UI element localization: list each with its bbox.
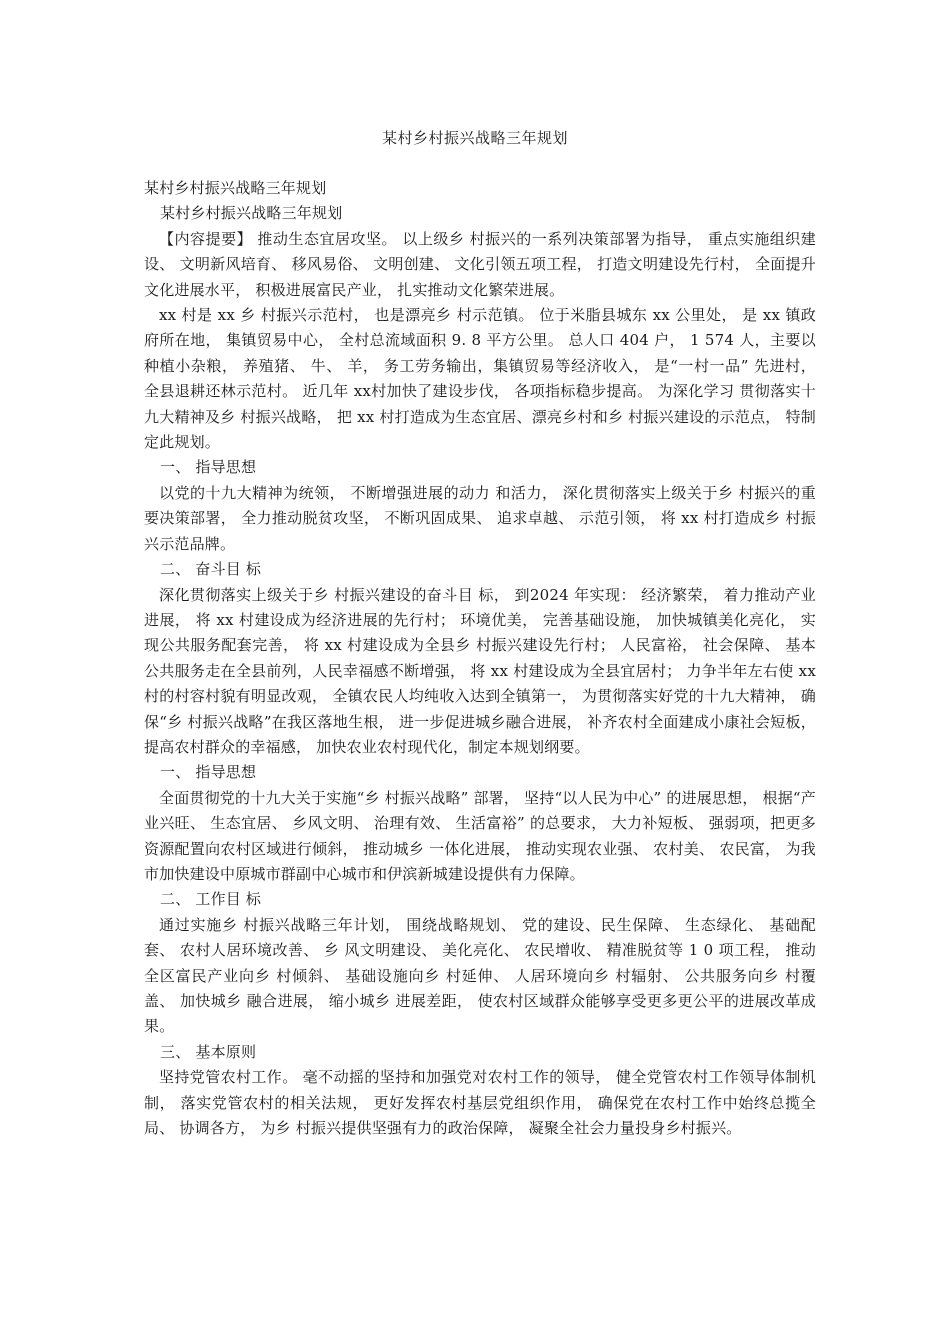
document-title: 某村乡村振兴战略三年规划 <box>381 129 568 147</box>
paragraph: xx 村是 xx 乡 村振兴示范村， 也是漂亮乡 村示范镇。 位于米脂县城东 xx 公里处， 是 xx 镇政府所在地， 集镇贸易中心， 全村总流域面积 9. 8 平方公里。 总人口 404 户， 1 574 人，主要以种植小杂粮， 养殖猪、 牛、 羊， 务工劳务输出，集镇贸易等经济收入， 是“一村一品” 先进村， 全县退耕还林示范村。 近几年 xx村加快了建设步伐， 各项指标稳步提高。 为深化学习 贯彻落实十九大精神及乡 村振兴战略， 把 xx 村打造成为生态宜居、漂亮乡村和乡 村振兴建设的示范点， 特制定此规划。 <box>144 306 816 452</box>
paragraph: 坚持党管农村工作。 毫不动摇的坚持和加强党对农村工作的领导， 健全党管农村工作领导体制机制， 落实党管农村的相关法规， 更好发挥农村基层党组织作用， 确保党在农村工作中始终总揽全局、 协调各方， 为乡 村振兴提供坚强有力的政治保障， 凝聚全社会力量投身乡村振兴。 <box>144 1068 816 1138</box>
paragraph: 全面贯彻党的十九大关于实施“乡 村振兴战略” 部署， 坚持“以人民为中心” 的进展思想， 根据“产业兴旺、 生态宜居、 乡风文明、 治理有效、 生活富裕” 的总要求， 大力补短板、 强弱项，把更多资源配置向农村区域进行倾斜， 推动城乡 一体化进展， 推动实现农业强、 农村美、 农民富， 为我市加快建设中原城市群副中心城市和伊滨新城建设提供有力保障。 <box>144 788 816 883</box>
section-heading: 二、 工作目 标 <box>160 890 262 909</box>
paragraph: 以党的十九大精神为统领， 不断增强进展的动力 和活力， 深化贯彻落实上级关于乡 村振兴的重要决策部署， 全力推动脱贫攻坚， 不断巩固成果、 追求卓越、 示范引领， 将 xx 村打造成乡 村振兴示范品牌。 <box>144 483 816 553</box>
paragraph: 【内容提要】 推动生态宜居攻坚。 以上级乡 村振兴的一系列决策部署为指导， 重点实施组织建设、 文明新风培育、 移风易俗、 文明创建、 文化引领五项工程， 打造文明建设先行村， 全面提升文化进展水平， 积极进展富民产业， 扎实推动文化繁荣进展。 <box>144 229 816 299</box>
paragraph: 深化贯彻落实上级关于乡 村振兴建设的奋斗目 标， 到2024 年实现： 经济繁荣， 着力推动产业进展， 将 xx 村建设成为经济进展的先行村； 环境优美， 完善基础设施， 加快城镇美化亮化， 实现公共服务配套完善， 将 xx 村建设成为全县乡 村振兴建设先行村； 人民富裕， 社会保障、 基本公共服务走在全县前列，人民幸福感不断增强， 将 xx 村建设成为全县宜居村； 力争半年左右使 xx 村的村容村貌有明显改观， 全镇农民人均纯收入达到全镇第一， 为贯彻落实好党的十九大精神， 确保“乡 村振兴战略”在我区落地生根， 进一步促进城乡融合进展， 补齐农村全面建成小康社会短板， 提高农村群众的幸福感， 加快农业农村现代化，制定本规划纲要。 <box>144 585 816 756</box>
paragraph: 某村乡村振兴战略三年规划 <box>144 179 327 197</box>
paragraph: 某村乡村振兴战略三年规划 <box>160 204 343 223</box>
paragraph: 通过实施乡 村振兴战略三年计划， 围绕战略规划、 党的建设、民生保障、 生态绿化、 基础配套、 农村人居环境改善、 乡 风文明建设、 美化亮化、 农民增收、 精准脱贫等 1 0 项工程， 推动全区富民产业向乡 村倾斜、 基础设施向乡 村延伸、 人居环境向乡 村辐射、 公共服务向乡 村覆盖、 加快城乡 融合进展， 缩小城乡 进展差距， 使农村区域群众能够享受更多更公平的进展改革成果。 <box>144 915 816 1036</box>
section-heading: 二、 奋斗目 标 <box>160 560 262 579</box>
section-heading: 一、 指导思想 <box>160 763 257 782</box>
section-heading: 三、 基本原则 <box>160 1042 257 1061</box>
section-heading: 一、 指导思想 <box>160 458 257 477</box>
document-body <box>144 176 816 1141</box>
